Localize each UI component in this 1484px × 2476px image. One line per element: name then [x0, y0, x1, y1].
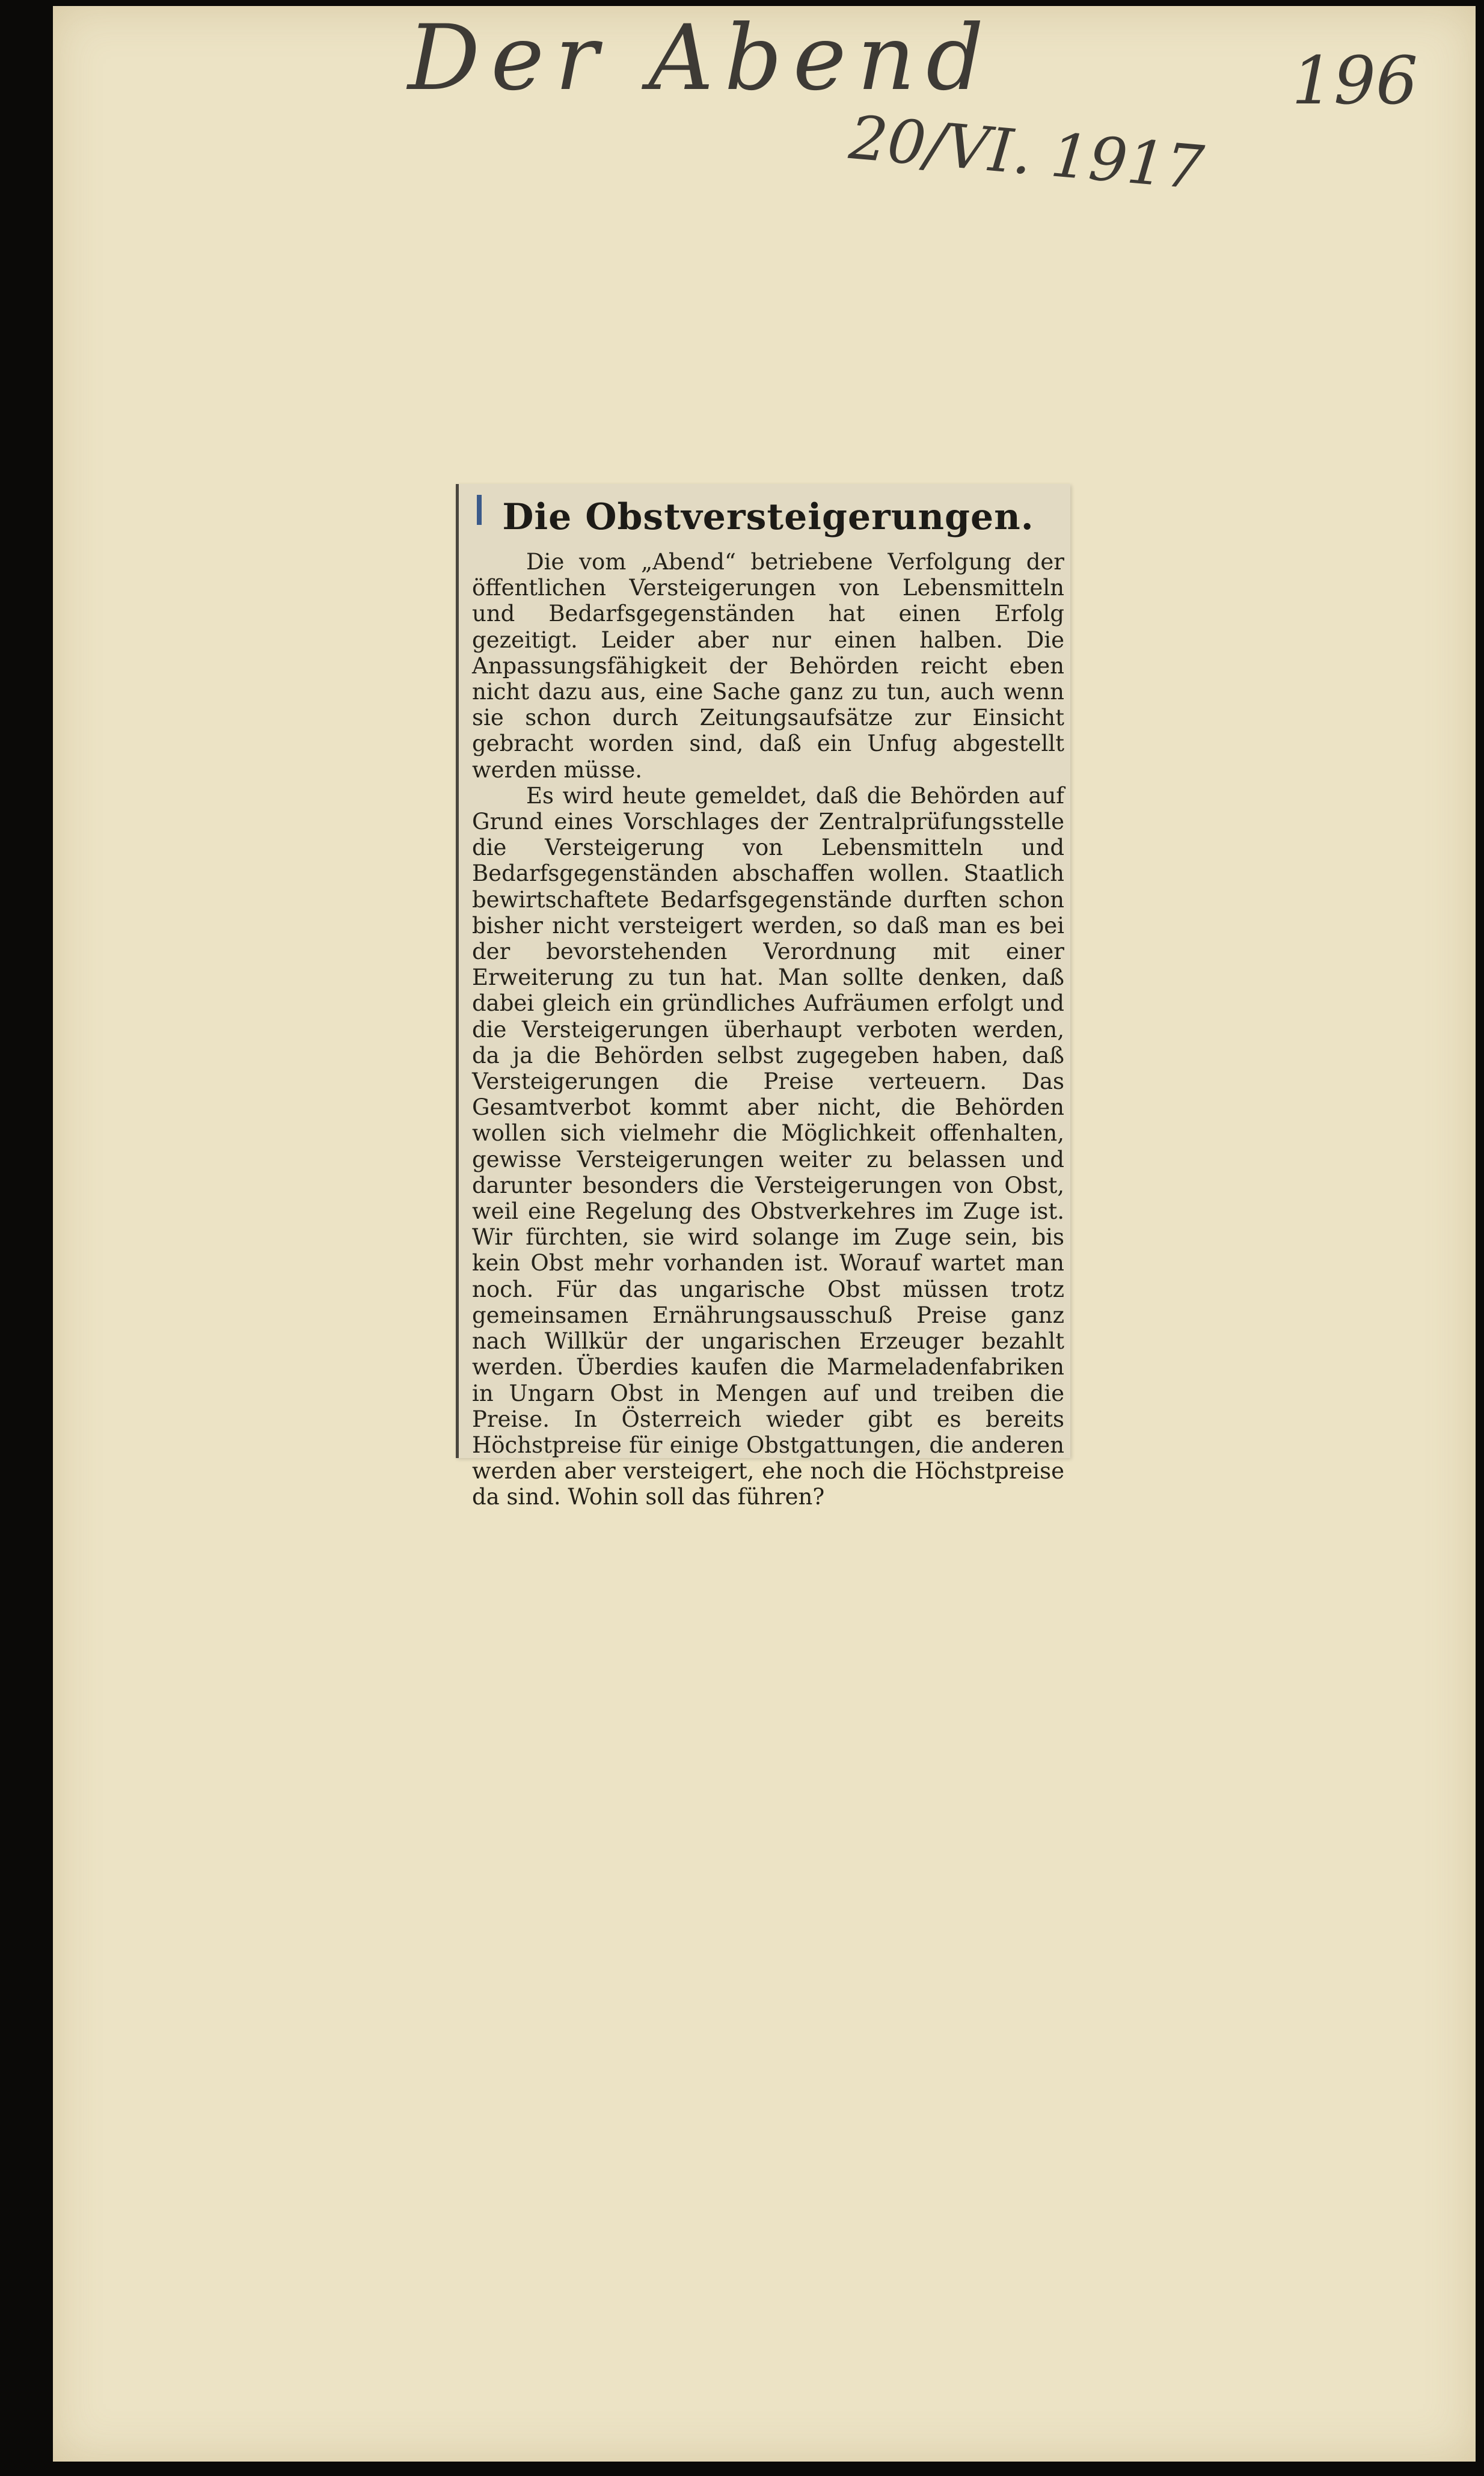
article-title: Die Obstversteigerungen.: [502, 496, 1034, 538]
newspaper-clipping: [456, 484, 1070, 1510]
article-paragraph-1: Die vom „Abend“ betriebene Verfolgung der öffentlichen Versteigerungen von Lebensmitteln und Bedarfsgegenständen hat einen Erfolg gezeitigt. Leider aber nur einen halben. Die Anpassungsfähigkeit der Behörden reicht eben nicht dazu aus, eine Sache ganz zu tun, auch wenn sie schon durch Zeitungsaufsätze zur Einsicht gebracht worden sind, daß ein Unfug abgestellt werden müsse.: [472, 549, 1064, 783]
handwritten-page-number: 196: [1292, 42, 1418, 119]
archive-sheet: [53, 6, 1476, 2462]
handwritten-source-title: Der Abend: [408, 6, 995, 111]
blue-pencil-mark: [477, 495, 482, 525]
handwritten-date: 20/VI. 1917: [846, 102, 1207, 204]
article-paragraph-2: Es wird heute gemeldet, daß die Behörden auf Grund eines Vorschlages der Zentralprüfungsstelle die Versteigerung von Lebensmitteln und Bedarfsgegenständen abschaffen wollen. Staatlich bewirtschaftete Bedarfsgegenstände durften schon bisher nicht versteigert werden, so daß man es bei der bevorstehenden Verordnung mit einer Erweiterung zu tun hat. Man sollte denken, daß dabei gleich ein gründliches Aufräumen erfolgt und die Versteigerungen überhaupt verboten werden, da ja die Behörden selbst zugegeben haben, daß Versteigerungen die Preise verteuern. Das Gesamtverbot kommt aber nicht, die Behörden wollen sich vielmehr die Möglichkeit offenhalten, gewisse Versteigerungen weiter zu belassen und darunter besonders die Versteigerungen von Obst, weil eine Regelung des Obstverkehres im Zuge ist. Wir fürchten, sie wird solange im Zuge sein, bis kein Obst mehr vorhanden ist. Worauf wartet man noch. Für das ungarische Obst müssen trotz gemeinsamen Ernährungsausschuß Preise ganz nach Willkür der ungarischen Erzeuger bezahlt werden. Überdies kaufen die Marmeladenfabriken in Ungarn Obst in Mengen auf und treiben die Preise. In Österreich wieder gibt es bereits Höchstpreise für einige Obstgattungen, die anderen werden aber versteigert, ehe noch die Höchstpreise da sind. Wohin soll das führen?: [472, 782, 1064, 1510]
